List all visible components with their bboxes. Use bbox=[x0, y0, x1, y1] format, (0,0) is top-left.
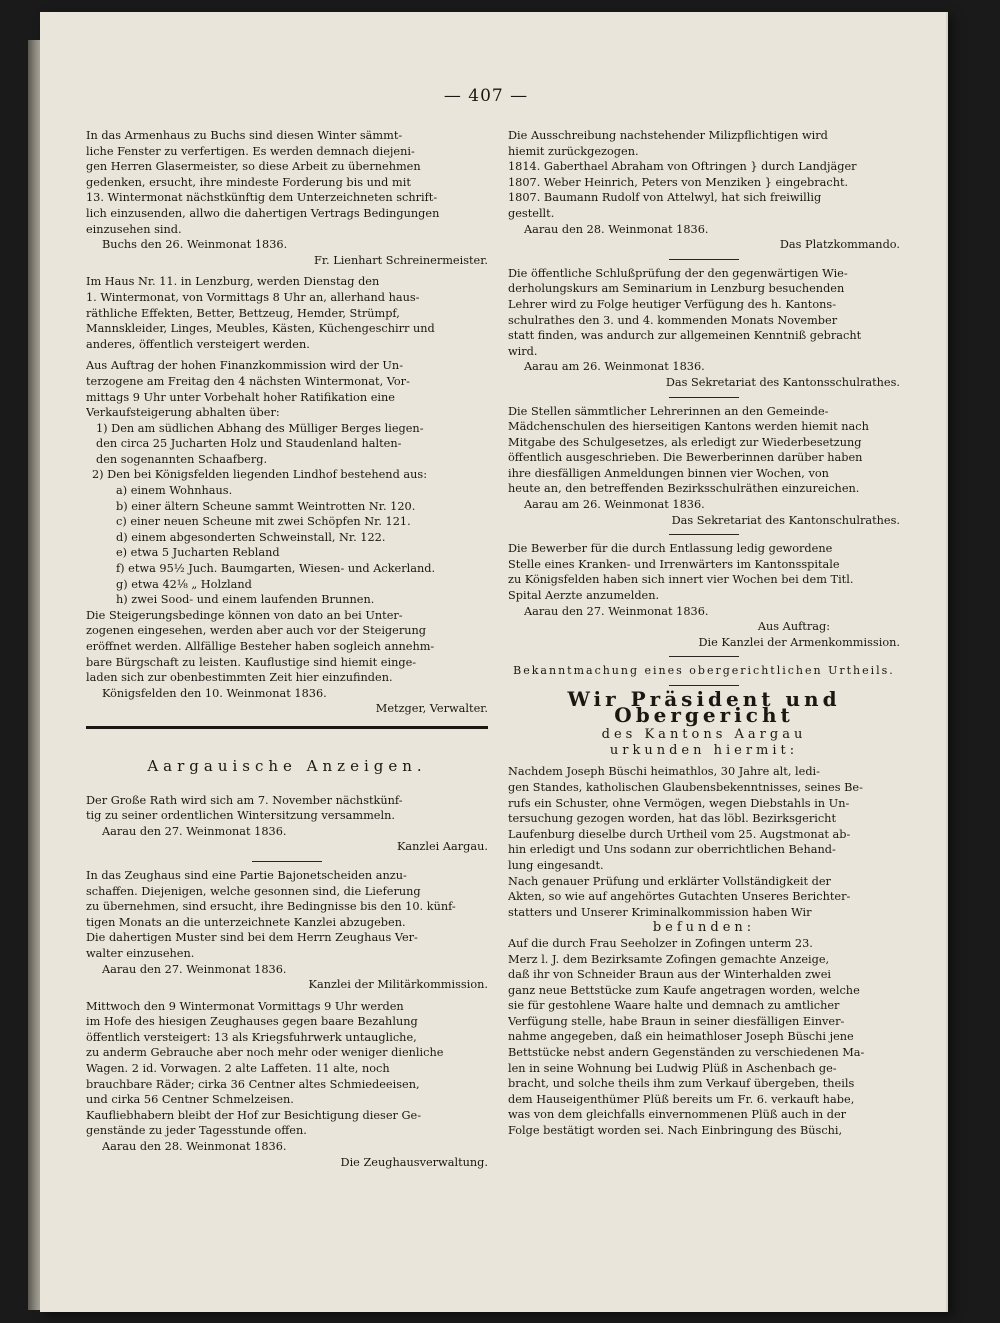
text-line: gedenken, ersucht, ihre mindeste Forderung bis und mit bbox=[86, 175, 411, 189]
item-list bbox=[86, 421, 488, 468]
notice-text bbox=[86, 358, 488, 420]
text-line: heute an, den betreffenden Bezirksschulräthen einzureichen. bbox=[508, 482, 860, 496]
text-line: g) etwa 42⅛ „ Holzland bbox=[116, 577, 252, 591]
notice-schlusspruefung bbox=[508, 266, 900, 391]
notice-text bbox=[86, 274, 488, 352]
text-line: Die Stellen sämmtlicher Lehrerinnen an den Gemeinde- bbox=[508, 404, 829, 418]
text-line: Kaufliebhabern bleibt der Hof zur Besichtigung dieser Ge- bbox=[86, 1108, 422, 1122]
text-line: Laufenburg dieselbe durch Urtheil vom 25. Augstmonat ab- bbox=[508, 827, 851, 841]
text-line: Im Haus Nr. 11. in Lenzburg, werden Dienstag den bbox=[86, 275, 380, 289]
decree-paragraph-1 bbox=[508, 764, 900, 873]
text-line: tersuchung gezogen worden, hat das löbl. Bezirksgericht bbox=[508, 812, 836, 826]
notice-date: Königsfelden den 10. Weinmonat 1836. bbox=[102, 686, 327, 700]
notice-miliz bbox=[508, 128, 900, 253]
text-line: liche Fenster zu verfertigen. Es werden demnach diejeni- bbox=[86, 144, 415, 158]
text-line: a) einem Wohnhaus. bbox=[116, 484, 233, 498]
text-line: zu übernehmen, sind ersucht, ihre Bedingnisse bis den 10. künf- bbox=[86, 900, 456, 914]
text-line: Stelle eines Kranken- und Irrenwärters im Kantonsspitale bbox=[508, 557, 840, 571]
text-line: walter einzusehen. bbox=[86, 946, 195, 960]
text-line: schaffen. Diejenigen, welche gesonnen sind, die Lieferung bbox=[86, 884, 421, 898]
text-line: einzusehen sind. bbox=[86, 222, 182, 236]
notice-text bbox=[508, 541, 900, 603]
text-line: tigen Monats an die unterzeichnete Kanzlei abzugeben. bbox=[86, 915, 406, 929]
divider bbox=[669, 397, 739, 398]
text-line: Bettstücke nebst andern Gegenständen zu verschiedenen Ma- bbox=[508, 1046, 865, 1060]
text-line: Folge bestätigt worden sei. Nach Einbringung des Büschi, bbox=[508, 1124, 843, 1138]
notice-text bbox=[86, 868, 488, 962]
text-line: In das Zeughaus sind eine Partie Bajonetscheiden anzu- bbox=[86, 868, 407, 882]
notice-koenigsfelden bbox=[86, 358, 488, 717]
item-heading bbox=[86, 467, 488, 483]
divider bbox=[252, 861, 322, 862]
text-line: zu Königsfelden haben sich innert vier Wochen bei dem Titl. bbox=[508, 573, 854, 587]
text-line: bracht, und solche theils ihm zum Verkauf übergeben, theils bbox=[508, 1077, 855, 1091]
notice-text bbox=[508, 266, 900, 360]
notice-lehrerinnen bbox=[508, 404, 900, 529]
text-line: bare Bürgschaft zu leisten. Kauflustige sind hiemit einge- bbox=[86, 655, 417, 669]
notice-signature: Kanzlei der Militärkommission. bbox=[308, 978, 488, 992]
text-line: laden sich zur obenbestimmten Zeit hier einzufinden. bbox=[86, 671, 393, 685]
text-line: Lehrer wird zu Folge heutiger Verfügung des h. Kantons- bbox=[508, 297, 837, 311]
notice-grosser-rath bbox=[86, 793, 488, 855]
notice-signature: Das Sekretariat des Kantonschulrathes. bbox=[671, 513, 900, 527]
notice-date: Aarau am 26. Weinmonat 1836. bbox=[524, 498, 705, 512]
decree-subtitle-2: urkunden hiermit: bbox=[609, 742, 799, 758]
notice-lenzburg bbox=[86, 274, 488, 352]
text-line: 1807. Baumann Rudolf von Attelwyl, hat sich freiwillig bbox=[508, 191, 822, 205]
text-line: Aus Auftrag der hohen Finanzkommission wird der Un- bbox=[86, 359, 404, 373]
text-line: statters und Unserer Kriminalkommission haben Wir bbox=[508, 905, 812, 919]
notice-signature: Kanzlei Aargau. bbox=[396, 840, 488, 854]
text-line: tig zu seiner ordentlichen Wintersitzung versammeln. bbox=[86, 809, 395, 823]
right-column bbox=[508, 128, 900, 1139]
notice-date: Aarau den 27. Weinmonat 1836. bbox=[524, 604, 709, 618]
text-line: hin erledigt und Uns sodann zur oberrichtlichen Behand- bbox=[508, 843, 836, 857]
decree-title: Wir Präsident und Obergericht bbox=[567, 687, 841, 727]
text-line: In das Armenhaus zu Buchs sind diesen Winter sämmt- bbox=[86, 129, 403, 142]
notice-signature: Die Kanzlei der Armenkommission. bbox=[698, 635, 900, 649]
text-line: 13. Wintermonat nächstkünftig dem Unterzeichneten schrift- bbox=[86, 191, 438, 205]
text-line: Nachdem Joseph Büschi heimathlos, 30 Jahre alt, ledi- bbox=[508, 765, 820, 779]
notice-text bbox=[86, 608, 488, 686]
decree-subtitle: des Kantons Aargau bbox=[601, 727, 807, 743]
text-line: 1) Den am südlichen Abhang des Mülliger Berges liegen- bbox=[96, 421, 424, 435]
notice-zeughaus bbox=[86, 868, 488, 993]
text-line: daß ihr von Schneider Braun aus der Winterhalden zwei bbox=[508, 968, 831, 982]
notice-text bbox=[86, 793, 488, 824]
text-line: lung eingesandt. bbox=[508, 858, 604, 872]
notice-signature: Fr. Lienhart Schreinermeister. bbox=[314, 253, 488, 267]
text-line: statt finden, was andurch zur allgemeinen Kenntniß gebracht bbox=[508, 329, 862, 343]
notice-text bbox=[508, 404, 900, 498]
notice-urtheil bbox=[508, 663, 900, 1138]
text-line: ganz neue Bettstücke zum Kaufe angetragen worden, welche bbox=[508, 983, 860, 997]
text-line: derholungskurs am Seminarium in Lenzburg besuchenden bbox=[508, 282, 845, 296]
text-line: Verfügung stelle, habe Braun in seiner diesfälligen Einver- bbox=[508, 1014, 845, 1028]
divider bbox=[669, 656, 739, 657]
text-line: terzogene am Freitag den 4 nächsten Wintermonat, Vor- bbox=[86, 374, 410, 388]
text-line: Mannskleider, Linges, Meubles, Kästen, Küchengeschirr und bbox=[86, 322, 435, 336]
text-line: Der Große Rath wird sich am 7. November nächstkünf- bbox=[86, 793, 403, 807]
text-line: und cirka 56 Centner Schmelzeisen. bbox=[86, 1093, 294, 1107]
text-line: anderes, öffentlich versteigert werden. bbox=[86, 337, 310, 351]
notice-signature: Metzger, Verwalter. bbox=[375, 702, 488, 716]
text-line: im Hofe des hiesigen Zeughauses gegen baare Bezahlung bbox=[86, 1015, 418, 1029]
notice-signature: Das Platzkommando. bbox=[779, 238, 900, 252]
text-line: Nach genauer Prüfung und erklärter Vollständigkeit der bbox=[508, 874, 831, 888]
text-line: Die öffentliche Schlußprüfung der den gegenwärtigen Wie- bbox=[508, 266, 848, 280]
text-line: 1. Wintermonat, von Vormittags 8 Uhr an, allerhand haus- bbox=[86, 290, 420, 304]
text-line: nahme angegeben, daß ein heimathloser Joseph Büschi jene bbox=[508, 1030, 854, 1044]
section-divider bbox=[86, 726, 488, 729]
notice-versteigerung bbox=[86, 999, 488, 1171]
text-line: mittags 9 Uhr unter Vorbehalt hoher Ratifikation eine bbox=[86, 390, 395, 404]
text-line: gen Standes, katholischen Glaubensbekenntnisses, seines Be- bbox=[508, 780, 863, 794]
text-line: Die dahertigen Muster sind bei dem Herrn Zeughaus Ver- bbox=[86, 931, 418, 945]
text-line: rufs ein Schuster, ohne Vermögen, wegen Diebstahls in Un- bbox=[508, 796, 850, 810]
text-line: h) zwei Sood- und einem laufenden Brunnen. bbox=[116, 593, 375, 607]
text-line: was von dem gleichfalls einvernommenen Plüß auch in der bbox=[508, 1108, 847, 1122]
text-line: den circa 25 Jucharten Holz und Staudenland halten- bbox=[96, 437, 402, 451]
text-line: f) etwa 95½ Juch. Baumgarten, Wiesen- und Ackerland. bbox=[116, 562, 436, 576]
decree-paragraph-3 bbox=[508, 936, 900, 1139]
notice-date: Aarau den 28. Weinmonat 1836. bbox=[524, 222, 709, 236]
subitem-list bbox=[86, 483, 488, 608]
text-line: gen Herren Glasermeister, so diese Arbeit zu übernehmen bbox=[86, 160, 421, 174]
text-line: sie für gestohlene Waare halte und demnach zu amtlicher bbox=[508, 999, 840, 1013]
notice-date: Aarau am 26. Weinmonat 1836. bbox=[524, 360, 705, 374]
page-number: — 407 — bbox=[443, 86, 529, 106]
text-line: Spital Aerzte anzumelden. bbox=[508, 589, 660, 603]
text-line: 1814. Gaberthael Abraham von Oftringen } durch Landjäger bbox=[508, 160, 857, 174]
text-line: zogenen eingesehen, werden aber auch vor der Steigerung bbox=[86, 624, 427, 638]
notice-heading: Bekanntmachung eines obergerichtlichen Urtheils. bbox=[513, 664, 895, 678]
section-title: Aargauische Anzeigen. bbox=[147, 756, 427, 775]
decree-paragraph-2 bbox=[508, 874, 900, 921]
notice-date: Aarau den 27. Weinmonat 1836. bbox=[102, 824, 287, 838]
text-line: räthliche Effekten, Better, Bettzeug, Hemder, Strümpf, bbox=[86, 306, 400, 320]
text-line: Auf die durch Frau Seeholzer in Zofingen unterm 23. bbox=[508, 936, 813, 950]
text-line: schulrathes den 3. und 4. kommenden Monats November bbox=[508, 313, 838, 327]
text-line: len in seine Wohnung bei Ludwig Plüß in Aschenbach ge- bbox=[508, 1061, 837, 1075]
text-line: Die Bewerber für die durch Entlassung ledig gewordene bbox=[508, 542, 833, 556]
entry-list bbox=[508, 159, 900, 221]
text-line: gestellt. bbox=[508, 206, 555, 220]
divider bbox=[669, 685, 739, 686]
text-line: Akten, so wie auf angehörtes Gutachten Unseres Berichter- bbox=[508, 890, 851, 904]
notice-signature: Das Sekretariat des Kantonsschulrathes. bbox=[665, 375, 900, 389]
text-line: genstände zu jeder Tagesstunde offen. bbox=[86, 1124, 307, 1138]
text-line: öffentlich versteigert: 13 als Kriegsfuhrwerk untaugliche, bbox=[86, 1030, 417, 1044]
text-line: Die Steigerungsbedinge können von dato an bei Unter- bbox=[86, 608, 403, 622]
text-line: d) einem abgesonderten Schweinstall, Nr. 122. bbox=[116, 530, 386, 544]
text-line: Mitgabe des Schulgesetzes, als erledigt zur Wiederbesetzung bbox=[508, 435, 862, 449]
text-line: eröffnet werden. Allfällige Besteher haben sogleich annehm- bbox=[86, 640, 435, 653]
notice-text bbox=[86, 999, 488, 1139]
text-line: zu anderm Gebrauche aber noch mehr oder weniger dienliche bbox=[86, 1046, 444, 1060]
notice-irrenwaerter bbox=[508, 541, 900, 650]
text-line: Mädchenschulen des hierseitigen Kantons werden hiemit nach bbox=[508, 420, 869, 434]
text-line: Mittwoch den 9 Wintermonat Vormittags 9 Uhr werden bbox=[86, 999, 404, 1013]
notice-text bbox=[508, 128, 900, 159]
text-line: brauchbare Räder; cirka 36 Centner altes Schmiedeeisen, bbox=[86, 1077, 420, 1091]
text-line: öffentlich ausgeschrieben. Die Bewerberinnen darüber haben bbox=[508, 451, 863, 465]
text-line: c) einer neuen Scheune mit zwei Schöpfen Nr. 121. bbox=[116, 515, 411, 529]
text-line: ihre diesfälligen Anmeldungen binnen vier Wochen, von bbox=[508, 466, 829, 480]
item-text: 2) Den bei Königsfelden liegenden Lindhof bestehend aus: bbox=[92, 468, 428, 482]
text-line: lich einzusenden, allwo die dahertigen Vertrags Bedingungen bbox=[86, 206, 440, 220]
text-line: Wagen. 2 id. Vorwagen. 2 alte Laffeten. 11 alte, noch bbox=[86, 1062, 390, 1076]
notice-date: Buchs den 26. Weinmonat 1836. bbox=[102, 238, 288, 252]
text-line: Die Ausschreibung nachstehender Milizpflichtigen wird bbox=[508, 129, 828, 142]
notice-buchs bbox=[86, 128, 488, 268]
divider bbox=[669, 534, 739, 535]
divider bbox=[669, 259, 739, 260]
notice-signature: Die Zeughausverwaltung. bbox=[340, 1155, 488, 1169]
decree-found-heading: befunden: bbox=[652, 920, 756, 936]
text-line: Merz l. J. dem Bezirksamte Zofingen gemachte Anzeige, bbox=[508, 952, 830, 966]
notice-date: Aarau den 27. Weinmonat 1836. bbox=[102, 962, 287, 976]
text-line: 1807. Weber Heinrich, Peters von Menziken } eingebracht. bbox=[508, 175, 849, 189]
text-line: wird. bbox=[508, 344, 538, 358]
text-line: Verkaufsteigerung abhalten über: bbox=[86, 406, 280, 420]
notice-text bbox=[86, 128, 488, 237]
notice-signature-label: Aus Auftrag: bbox=[757, 620, 830, 634]
left-column bbox=[86, 128, 488, 1170]
text-line: hiemit zurückgezogen. bbox=[508, 144, 639, 158]
text-line: e) etwa 5 Jucharten Rebland bbox=[116, 546, 280, 560]
notice-date: Aarau den 28. Weinmonat 1836. bbox=[102, 1140, 287, 1154]
text-line: dem Hauseigenthümer Plüß bereits um Fr. 6. verkauft habe, bbox=[508, 1092, 855, 1106]
text-line: den sogenannten Schaafberg. bbox=[96, 452, 268, 466]
text-line: b) einer ältern Scheune sammt Weintrotten Nr. 120. bbox=[116, 499, 416, 513]
